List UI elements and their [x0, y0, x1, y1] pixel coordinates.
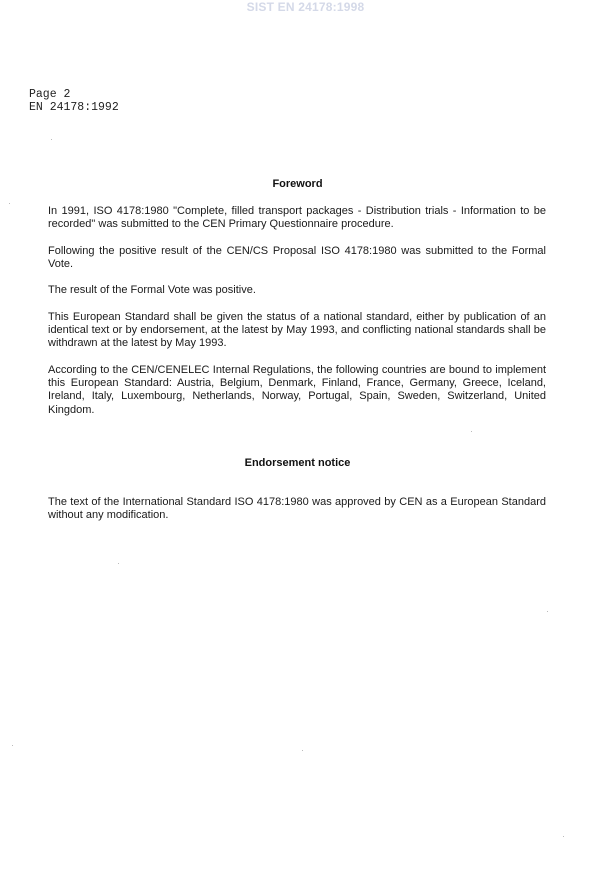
scan-speck	[9, 203, 10, 204]
endorsement-paragraph: The text of the International Standard ISO 4178:1980 was approved by CEN as a European Standard without any modification.	[48, 496, 546, 522]
watermark: SIST EN 24178:1998	[246, 0, 365, 14]
scan-speck	[51, 139, 52, 140]
foreword-paragraph-3: The result of the Formal Vote was positive.	[48, 284, 256, 296]
scan-speck	[302, 750, 303, 751]
page-header	[29, 88, 119, 114]
page-number: Page 2	[29, 88, 71, 101]
scan-speck	[563, 836, 564, 837]
foreword-paragraph-2: Following the positive result of the CEN/CS Proposal ISO 4178:1980 was submitted to the Formal Vote.	[48, 245, 546, 271]
scan-speck	[12, 745, 13, 746]
endorsement-heading: Endorsement notice	[244, 457, 351, 469]
scan-speck	[118, 563, 119, 564]
foreword-paragraph-1: In 1991, ISO 4178:1980 "Complete, filled transport packages - Distribution trials - Information to be recorded" was submitted to the CEN Primary Questionnaire procedure.	[48, 205, 546, 231]
scan-speck	[471, 431, 472, 432]
foreword-paragraph-5: According to the CEN/CENELEC Internal Regulations, the following countries are bound to implement this European Standard: Austria, Belgium, Denmark, Finland, France, Germany, Greece, Iceland, Ireland, Italy, Luxembourg, Netherlands, Norway, Portugal, Spain, Sweden, Switzerland, United Kingdom.	[48, 364, 546, 416]
foreword-paragraph-4: This European Standard shall be given the status of a national standard, either by publication of an identical text or by endorsement, at the latest by May 1993, and conflicting national standards shall be withdrawn at the latest by May 1993.	[48, 311, 546, 350]
scan-speck	[547, 611, 548, 612]
foreword-heading: Foreword	[272, 178, 323, 190]
standard-number: EN 24178:1992	[29, 101, 119, 114]
